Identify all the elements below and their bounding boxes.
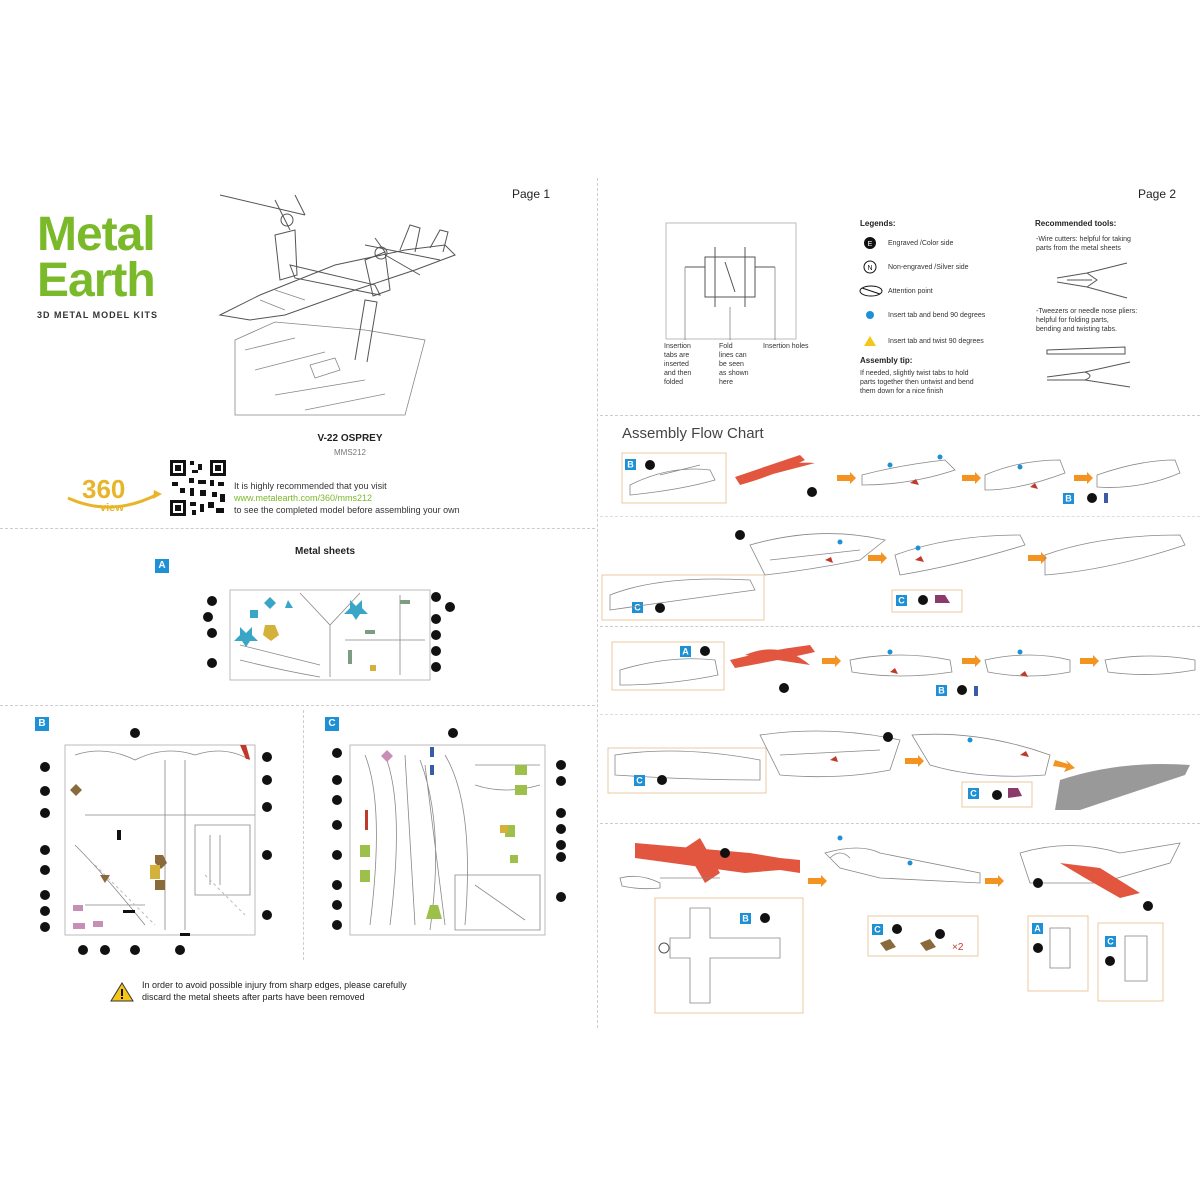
legends-title: Legends: [860, 219, 896, 228]
svg-text:A: A [682, 646, 689, 657]
divider-right-top [600, 415, 1200, 416]
view-360-word: view [100, 502, 124, 514]
svg-text:B: B [627, 459, 634, 470]
assembly-tip-title: Assembly tip: [860, 356, 913, 365]
model-code: MMS212 [333, 448, 366, 457]
brand-line1: Metal [37, 208, 155, 261]
flow-row-1 [600, 445, 1200, 515]
attention-point-icon [858, 284, 884, 298]
metal-sheet-c [325, 725, 575, 955]
page-2-label: Page 2 [1138, 187, 1177, 201]
warning-line-2: discard the metal sheets after parts have been removed [142, 992, 365, 1002]
non-engraved-side-icon [862, 260, 878, 274]
recommend-line-3: to see the completed model before assembling your own [234, 505, 460, 515]
tool-wire-cutters-text: -Wire cutters: helpful for taking parts from the metal sheets [1036, 236, 1131, 252]
pliers-icon [1045, 342, 1135, 392]
tool-tweezers-text: -Tweezers or needle nose pliers: helpful for folding parts, bending and twisting tabs. [1036, 308, 1138, 333]
qr-code-icon[interactable] [168, 458, 228, 518]
osprey-model-drawing [215, 190, 465, 420]
flow-row-4 [600, 720, 1200, 820]
divider-row-2 [600, 626, 1200, 627]
fold-diagram [665, 222, 797, 340]
warning-line-1: In order to avoid possible injury from sharp edges, please carefully [142, 980, 407, 990]
svg-text:×2: ×2 [952, 942, 964, 953]
svg-text:N: N [867, 265, 873, 272]
divider-left-vertical [303, 710, 304, 960]
brand-tagline: 3D METAL MODEL KITS [37, 310, 159, 320]
flow-chart-title: Assembly Flow Chart [622, 425, 764, 442]
svg-text:C: C [636, 775, 643, 786]
recommend-line-1: It is highly recommended that you visit [234, 481, 387, 491]
divider-row-3 [600, 714, 1200, 715]
svg-text:B: B [742, 913, 749, 924]
svg-text:C: C [634, 602, 641, 613]
page-1-label: Page 1 [512, 187, 551, 201]
svg-text:B: B [938, 685, 945, 696]
svg-text:C: C [874, 924, 881, 935]
tools-title: Recommended tools: [1035, 219, 1117, 228]
sheet-b-badge: B [35, 717, 49, 731]
recommend-url-link[interactable]: www.metalearth.com/360/mms212 [234, 493, 373, 503]
divider-row-1 [600, 516, 1200, 517]
metal-sheets-title: Metal sheets [294, 546, 356, 557]
svg-text:A: A [1034, 923, 1041, 934]
metal-sheet-a [200, 585, 460, 685]
divider-left-1 [0, 528, 595, 529]
divider-left-2 [0, 705, 595, 706]
label-fold-lines: Fold lines can be seen as shown here [719, 343, 749, 386]
flow-row-2 [600, 520, 1200, 625]
flow-row-3 [600, 630, 1200, 705]
model-name: V-22 OSPREY [317, 433, 383, 444]
brand-logo [37, 208, 159, 320]
engraved-side-icon [862, 236, 878, 250]
view-360-number: 360 [82, 474, 126, 504]
page-divider [597, 178, 598, 1028]
svg-text:C: C [898, 595, 905, 606]
sheet-c-badge: C [325, 717, 339, 731]
divider-row-4 [600, 823, 1200, 824]
svg-text:C: C [1107, 936, 1114, 947]
flow-row-5 [600, 828, 1200, 1018]
label-insertion-tabs: Insertion tabs are inserted and then folded [664, 343, 692, 386]
blue-dot-icon [862, 308, 878, 322]
assembly-tip-text: If needed, slightly twist tabs to hold parts together then untwist and bend them down for a nice finish [860, 370, 974, 395]
yellow-triangle-icon [862, 334, 878, 348]
warning-icon [110, 982, 134, 1002]
view-360-badge[interactable] [58, 472, 166, 518]
svg-text:B: B [1065, 493, 1072, 504]
wire-cutters-icon [1052, 258, 1132, 302]
svg-text:E: E [867, 241, 873, 248]
brand-line2: Earth [37, 254, 155, 307]
sheet-a-badge: A [155, 559, 169, 573]
metal-sheet-b [35, 725, 285, 955]
label-insertion-holes: Insertion holes [763, 343, 809, 350]
warning-text [142, 979, 407, 1003]
svg-text:C: C [970, 788, 977, 799]
recommend-text [234, 480, 460, 516]
